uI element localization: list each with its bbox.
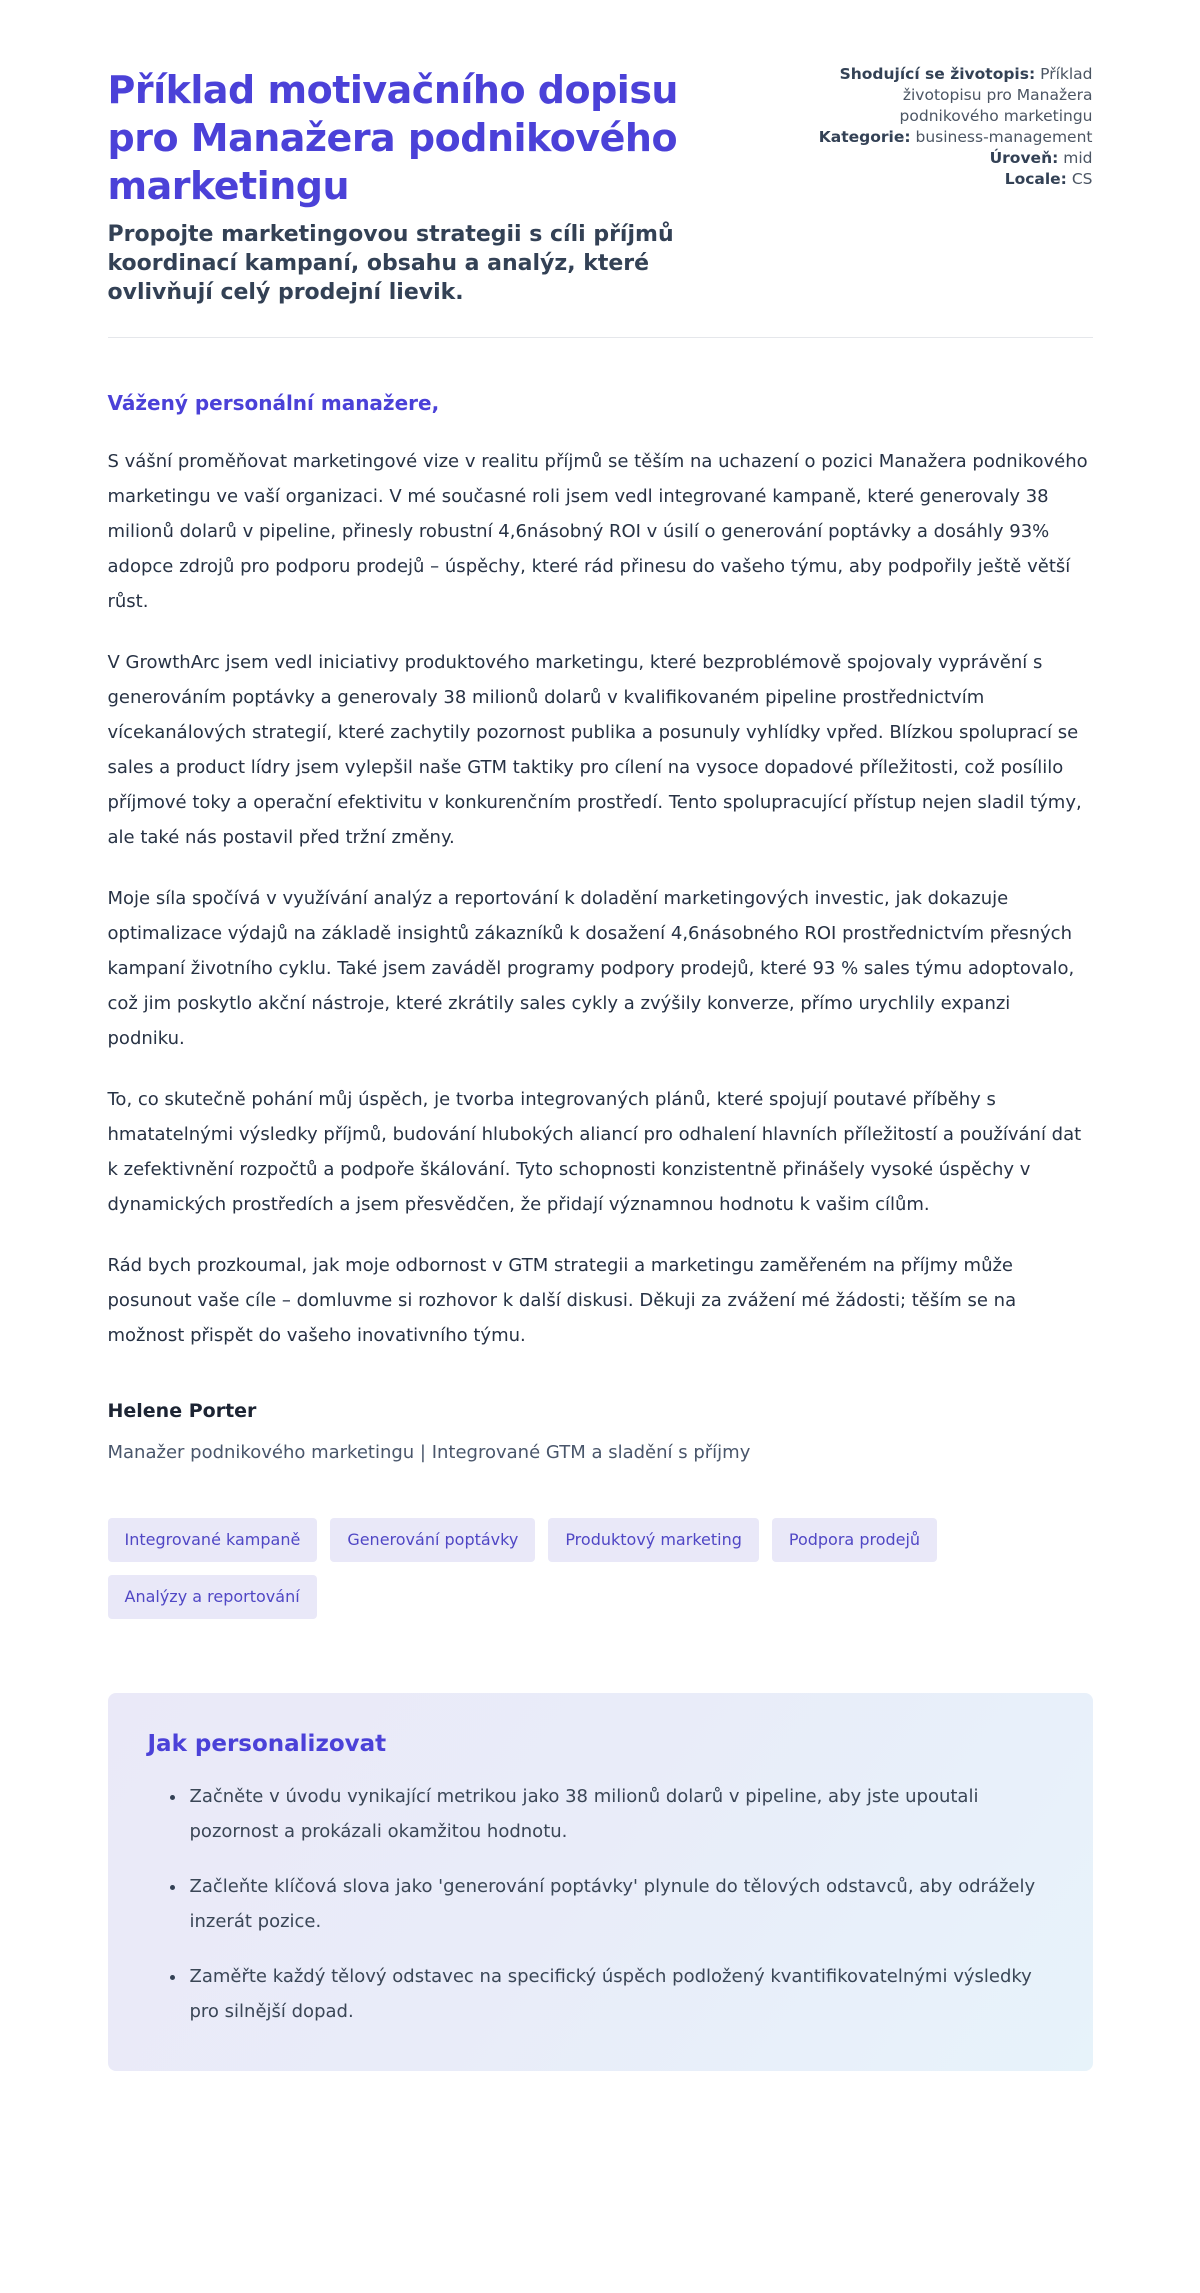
meta-category — [801, 127, 1093, 148]
meta-level — [801, 148, 1093, 169]
meta-matching-resume — [801, 64, 1093, 127]
meta-locale — [801, 169, 1093, 190]
meta-matching-resume-label: Shodující se životopis: — [839, 65, 1036, 83]
page-header — [108, 60, 1093, 307]
meta-category-label: Kategorie: — [818, 128, 911, 146]
meta-matching-resume-value: Příklad životopisu pro Manažera podnikového marketingu — [899, 65, 1093, 125]
personalization-list — [148, 1779, 1053, 2029]
letter-paragraph-3: Moje síla spočívá v využívání analýz a reportování k doladění marketingových investic, jak dokazuje optimalizace výdajů na základě insightů zákazníků k dosažení 4,6násobného ROI prostřednictvím přesných kampaní životního cyklu. Také jsem zaváděl programy podpory prodejů, které 93 % sales týmu adoptovalo, což jim poskytlo akční nástroje, které zkrátily sales cykly a zvýšily konverze, přímo urychlily expanzi podniku. — [107, 888, 1075, 1049]
meta-level-value: mid — [1063, 149, 1093, 167]
personalization-tip-1: • Začněte v úvodu vynikající metrikou jako 38 milionů dolarů v pipeline, aby jste upoutali pozornost a prokázali okamžitou hodnotu. — [186, 1779, 1053, 1849]
header-divider — [108, 337, 1093, 338]
personalization-tip-2: • Začleňte klíčová slova jako 'generování poptávky' plynule do tělových odstavců, aby odrážely inzerát pozice. — [186, 1869, 1053, 1939]
job-meta-block — [801, 60, 1093, 190]
meta-category-value: business-management — [915, 128, 1093, 146]
personalization-title: Jak personalizovat — [147, 1731, 387, 1757]
tag-demand-generation: Generování poptávky — [330, 1518, 535, 1562]
letter-paragraph-5: Rád bych prozkoumal, jak moje odbornost v GTM strategii a marketingu zaměřeném na příjmy může posunout vaše cíle – domluvme si rozhovor k další diskusi. Děkuji za zvážení mé žádosti; těším se na možnost přispět do vašeho inovativního týmu. — [107, 1255, 1017, 1346]
letter-paragraph-4: To, co skutečně pohání můj úspěch, je tvorba integrovaných plánů, které spojují poutavé příběhy s hmatatelnými výsledky příjmů, budování hlubokých aliancí pro odhalení hlavních příležitostí a používání dat k zefektivnění rozpočtů a podpoře škálování. Tyto schopnosti konzistentně přinášely vysoké úspěchy v dynamických prostředích a jsem přesvědčen, že přidají významnou hodnotu k vašim cílům. — [107, 1089, 1082, 1215]
personalization-tip-3: • Zaměřte každý tělový odstavec na specifický úspěch podložený kvantifikovatelnými výsledky pro silnější dopad. — [186, 1959, 1053, 2029]
letter-paragraph-2: V GrowthArc jsem vedl iniciativy produktového marketingu, které bezproblémově spojovaly vyprávění s generováním poptávky a generovaly 38 milionů dolarů v kvalifikovaném pipeline prostřednictvím vícekanálových strategií, které zachytily pozornost publika a posunuly vyhlídky vpřed. Blízkou spoluprací se sales a product lídry jsem vylepšil naše GTM taktiky pro cílení na vysoce dopadové příležitosti, což posílilo příjmové toky a operační efektivitu v konkurenčním prostředí. Tento spolupracující přístup nejen sladil týmy, ale také nás postavil před tržní změny. — [107, 652, 1082, 848]
page-subtitle: Propojte marketingovou strategii s cíli příjmů koordinací kampaní, obsahu a analýz, které ovlivňují celý prodejní lievik. — [107, 222, 674, 305]
skill-tags — [108, 1518, 1093, 1619]
page-title: Příklad motivačního dopisu pro Manažera podnikového marketingu — [107, 68, 678, 208]
letter-body — [108, 390, 1093, 1466]
meta-level-label: Úroveň: — [989, 149, 1059, 167]
letter-paragraph-1: S vášní proměňovat marketingové vize v realitu příjmů se těším na uchazení o pozici Manažera podnikového marketingu ve vaší organizaci. V mé současné roli jsem vedl integrované kampaně, které generovaly 38 milionů dolarů v pipeline, přinesly robustní 4,6násobný ROI v úsilí o generování poptávky a dosáhly 93% adopce zdrojů pro podporu prodejů – úspěchy, které rád přinesu do vašeho týmu, aby podpořily ještě větší růst. — [107, 451, 1088, 612]
tag-analytics-reporting: Analýzy a reportování — [108, 1575, 317, 1619]
letter-signature — [108, 1399, 1093, 1466]
tag-product-marketing: Produktový marketing — [548, 1518, 759, 1562]
signature-name: Helene Porter — [107, 1400, 257, 1422]
meta-locale-label: Locale: — [1004, 170, 1067, 188]
meta-locale-value: CS — [1071, 170, 1093, 188]
tag-sales-enablement: Podpora prodejů — [772, 1518, 937, 1562]
header-title-block — [108, 60, 781, 307]
cover-letter-page — [108, 0, 1093, 2139]
personalization-panel — [108, 1693, 1093, 2071]
tag-integrated-campaigns: Integrované kampaně — [108, 1518, 318, 1562]
signature-role: Manažer podnikového marketingu | Integrované GTM a sladění s příjmy — [107, 1442, 751, 1463]
letter-greeting: Vážený personální manažere, — [107, 391, 440, 415]
